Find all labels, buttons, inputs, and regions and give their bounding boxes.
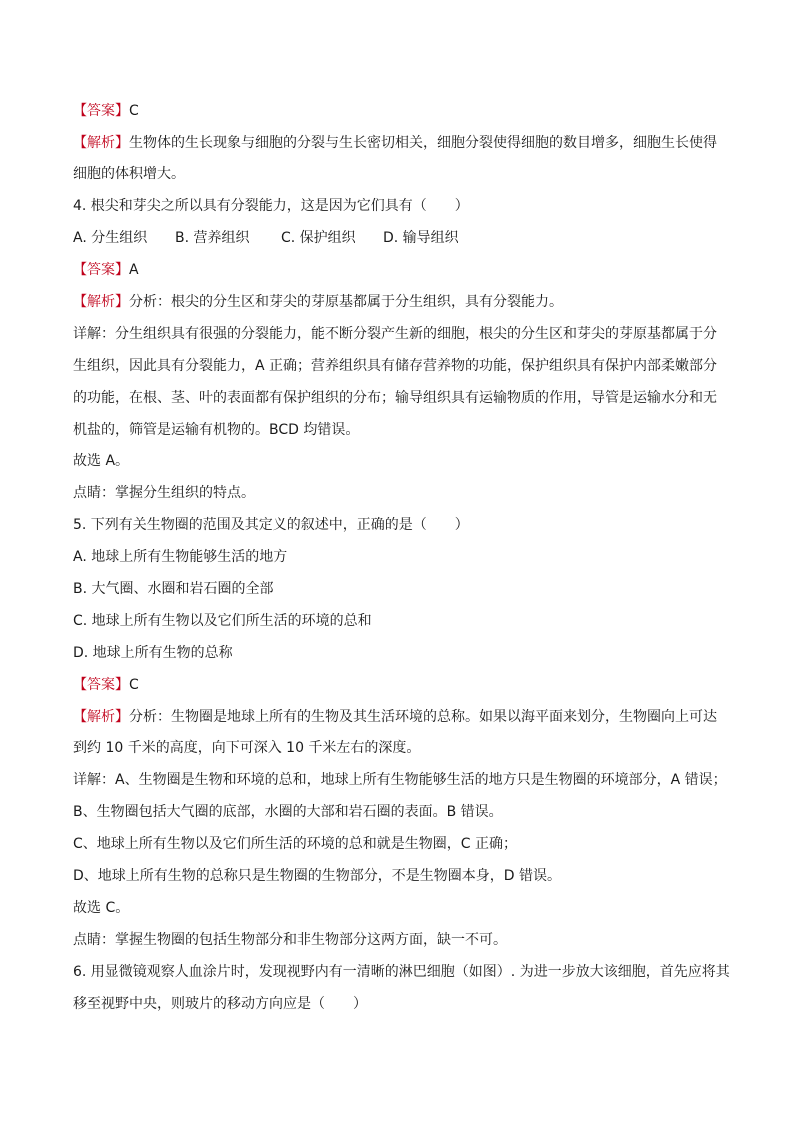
answer-value: A [129, 262, 139, 278]
q5-option-b: B. 大气圈、水圈和岩石圈的全部 [73, 581, 274, 597]
q4-detail-line-4: 机盐的，筛管是运输有机物的。BCD 均错误。 [73, 422, 360, 438]
q4-option-d: D. 输导组织 [383, 230, 459, 246]
q5-answer-line [73, 676, 725, 694]
q5-option-d: D. 地球上所有生物的总称 [73, 645, 233, 661]
answer-tag: 【答案】 [73, 677, 129, 693]
q4-detail-line-1: 详解：分生组织具有很强的分裂能力，能不断分裂产生新的细胞，根尖的分生区和芽尖的芽原基都属于分 [73, 326, 717, 342]
q4-tip: 点睛：掌握分生组织的特点。 [73, 485, 255, 501]
analysis-text: 生物体的生长现象与细胞的分裂与生长密切相关，细胞分裂使得细胞的数目增多，细胞生长使得 [129, 135, 717, 151]
q4-stem: 4. 根尖和芽尖之所以具有分裂能力，这是因为它们具有（ ） [73, 198, 469, 214]
analysis-text: 分析：根尖的分生区和芽尖的芽原基都属于分生组织，具有分裂能力。 [129, 294, 563, 310]
q4-options [73, 229, 725, 247]
analysis-tag: 【解析】 [73, 294, 129, 310]
answer-value: C [129, 103, 139, 119]
q5-analysis-line-2: 到约 10 千米的高度，向下可深入 10 千米左右的深度。 [73, 740, 421, 756]
q4-answer-line [73, 261, 725, 279]
q5-option-c: C. 地球上所有生物以及它们所生活的环境的总和 [73, 613, 372, 629]
q5-conclusion: 故选 C。 [73, 900, 130, 916]
analysis-text: 分析：生物圈是地球上所有的生物及其生活环境的总称。如果以海平面来划分，生物圈向上可达 [129, 709, 717, 725]
q5-tip: 点睛：掌握生物圈的包括生物部分和非生物部分这两方面，缺一不可。 [73, 932, 507, 948]
analysis-tag: 【解析】 [73, 709, 129, 725]
answer-value: C [129, 677, 139, 693]
q4-detail-line-2: 生组织，因此具有分裂能力，A 正确；营养组织具有储存营养物的功能，保护组织具有保护内部柔嫩部分 [73, 358, 718, 374]
q5-detail-line-2: B、生物圈包括大气圈的底部，水圈的大部和岩石圈的表面。B 错误。 [73, 804, 503, 820]
q3-analysis-line-2: 细胞的体积增大。 [73, 166, 185, 182]
q3-answer-line [73, 102, 725, 120]
q5-detail-line-3: C、地球上所有生物以及它们所生活的环境的总和就是生物圈，C 正确； [73, 836, 517, 852]
q4-option-c: C. 保护组织 [281, 230, 356, 246]
answer-tag: 【答案】 [73, 103, 129, 119]
q6-stem-line-2: 移至视野中央，则玻片的移动方向应是（ ） [73, 996, 367, 1012]
analysis-tag: 【解析】 [73, 135, 129, 151]
q6-stem-line-1: 6. 用显微镜观察人血涂片时，发现视野内有一清晰的淋巴细胞（如图）. 为进一步放大该细胞，首先应将其 [73, 964, 730, 980]
q3-analysis-line-1 [73, 134, 725, 152]
q4-conclusion: 故选 A。 [73, 453, 130, 469]
q5-detail-line-4: D、地球上所有生物的总称只是生物圈的生物部分，不是生物圈本身，D 错误。 [73, 868, 562, 884]
q4-detail-line-3: 的功能，在根、茎、叶的表面都有保护组织的分布；输导组织具有运输物质的作用，导管是运输水分和无 [73, 390, 717, 406]
q5-stem: 5. 下列有关生物圈的范围及其定义的叙述中，正确的是（ ） [73, 517, 469, 533]
q5-option-a: A. 地球上所有生物能够生活的地方 [73, 549, 288, 565]
q5-detail-line-1: 详解：A、生物圈是生物和环境的总和，地球上所有生物能够生活的地方只是生物圈的环境部分，A 错误； [73, 772, 727, 788]
q4-option-b: B. 营养组织 [175, 230, 250, 246]
q4-analysis-line [73, 293, 725, 311]
q4-option-a: A. 分生组织 [73, 230, 148, 246]
answer-tag: 【答案】 [73, 262, 129, 278]
q5-analysis-line-1 [73, 708, 725, 726]
